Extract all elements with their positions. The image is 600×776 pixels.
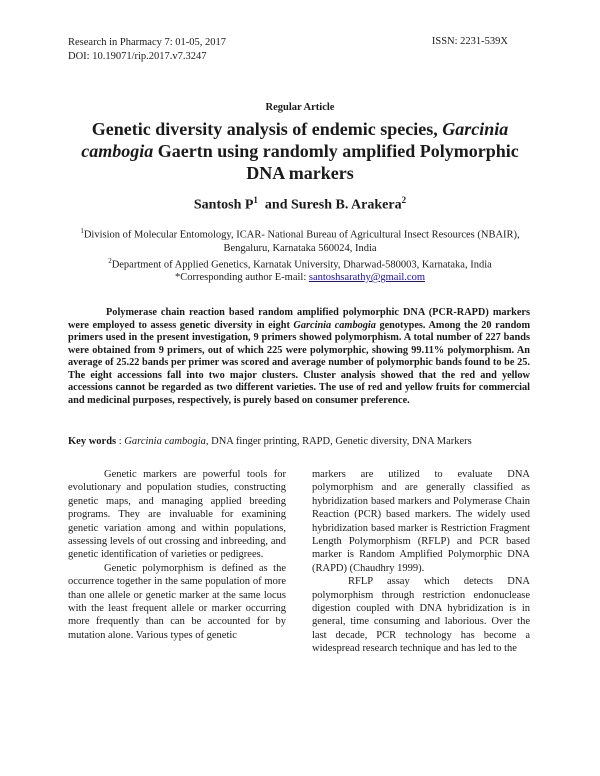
affiliations: [70, 225, 530, 284]
keywords-list: , DNA finger printing, RAPD, Genetic diversity, DNA Markers: [205, 436, 472, 447]
author-list: [0, 195, 600, 214]
abstract-part-2: genotypes. Among the 20 random primers used in the present investigation, 9 primers showed polymorphism. A total number of 227 bands were obtained from 9 primers, out of which 225 were polymorphic, showing 99.11% polymorphism. An average of 25.22 bands per primer was scored and average number of polymorphic bands found to be 25. The eight accessions fall into two major clusters. Cluster analysis showed that the red and yellow accessions cannot be regarded as two different varieties. The use of red and yellow fruits for commercial and medicinal purposes, respectively, is purely based on consumer preference.: [68, 319, 531, 406]
body-paragraph: Genetic polymorphism is defined as the occurrence together in the same population of more than one allele or genetic marker at the same locus with the least frequent allele or marker occurring more frequently than can be accounted for by mutation alone. Various types of genetic: [68, 562, 286, 641]
keywords: [68, 436, 538, 447]
title-species: Garcinia cambogia: [81, 119, 509, 161]
affiliation-2-mark: 2: [108, 256, 112, 265]
body-column-left: [68, 468, 286, 642]
corresponding-label: *Corresponding author E-mail:: [175, 272, 309, 283]
keywords-separator: :: [116, 436, 125, 447]
article-type: Regular Article: [265, 102, 335, 113]
journal-header: [68, 36, 226, 64]
issn: ISSN: 2231-539X: [431, 36, 508, 47]
author-connector: and: [257, 197, 291, 213]
journal-citation: Research in Pharmacy 7: 01-05, 2017: [68, 37, 227, 48]
affiliation-1: [70, 225, 530, 255]
corresponding-author: [70, 271, 530, 284]
abstract-species: Garcinia cambogia: [293, 319, 376, 331]
author-2: Suresh B. Arakera: [291, 197, 402, 213]
affiliation-1-text: Division of Molecular Entomology, ICAR- National Bureau of Agricultural Insect Resources (NBAIR), Bengaluru, Karnataka 560024, India: [83, 229, 520, 254]
body-column-right: [312, 468, 530, 656]
body-paragraph: markers are utilized to evaluate DNA polymorphism and are generally classified as hybridization based markers and Polymerase Chain Reaction (PCR) based markers. The widely used hybridization based marker is Restriction Fragment Length Polymorphism (RFLP) and PCR based marker is Random Amplified Polymorphic DNA (RAPD) (Chaudhry 1999).: [312, 469, 530, 574]
paper-title: [60, 118, 540, 184]
author-1: Santosh P: [193, 197, 254, 213]
title-part-1: Genetic diversity analysis of endemic species,: [91, 119, 443, 139]
title-part-2: Gaertn using randomly amplified Polymorphic DNA markers: [153, 141, 519, 183]
keywords-species: Garcinia cambogia: [124, 436, 206, 447]
affiliation-1-mark: 1: [80, 227, 84, 235]
abstract: [68, 307, 530, 407]
author-1-affil-mark: 1: [253, 195, 258, 205]
email-link[interactable]: santoshsarathy@gmail.com: [308, 272, 425, 283]
doi: DOI: 10.19071/rip.2017.v7.3247: [68, 51, 207, 62]
body-paragraph: RFLP assay which detects DNA polymorphism through restriction endonuclease digestion coupled with DNA hybridization is in general, time consuming and laborious. Over the last decade, PCR technology has become a widespread research technique and has led to the: [312, 576, 530, 655]
affiliation-2-text: Department of Applied Genetics, Karnatak University, Dharwad-580003, Karnataka, India: [111, 259, 492, 270]
affiliation-2: [70, 255, 530, 272]
body-paragraph: Genetic markers are powerful tools for evolutionary and population studies, constructing genetic maps, and managing applied breeding programs. They are invaluable for examining genetic variation among and within populations, assessing levels of out crossing and inbreeding, and genetic identification of varieties or pedigrees.: [68, 469, 286, 561]
abstract-part-1: Polymerase chain reaction based random amplified polymorphic DNA (PCR-RAPD) markers were employed to assess genetic diversity in eight: [68, 307, 530, 331]
keywords-label: Key words: [68, 436, 117, 447]
author-2-affil-mark: 2: [401, 195, 407, 205]
